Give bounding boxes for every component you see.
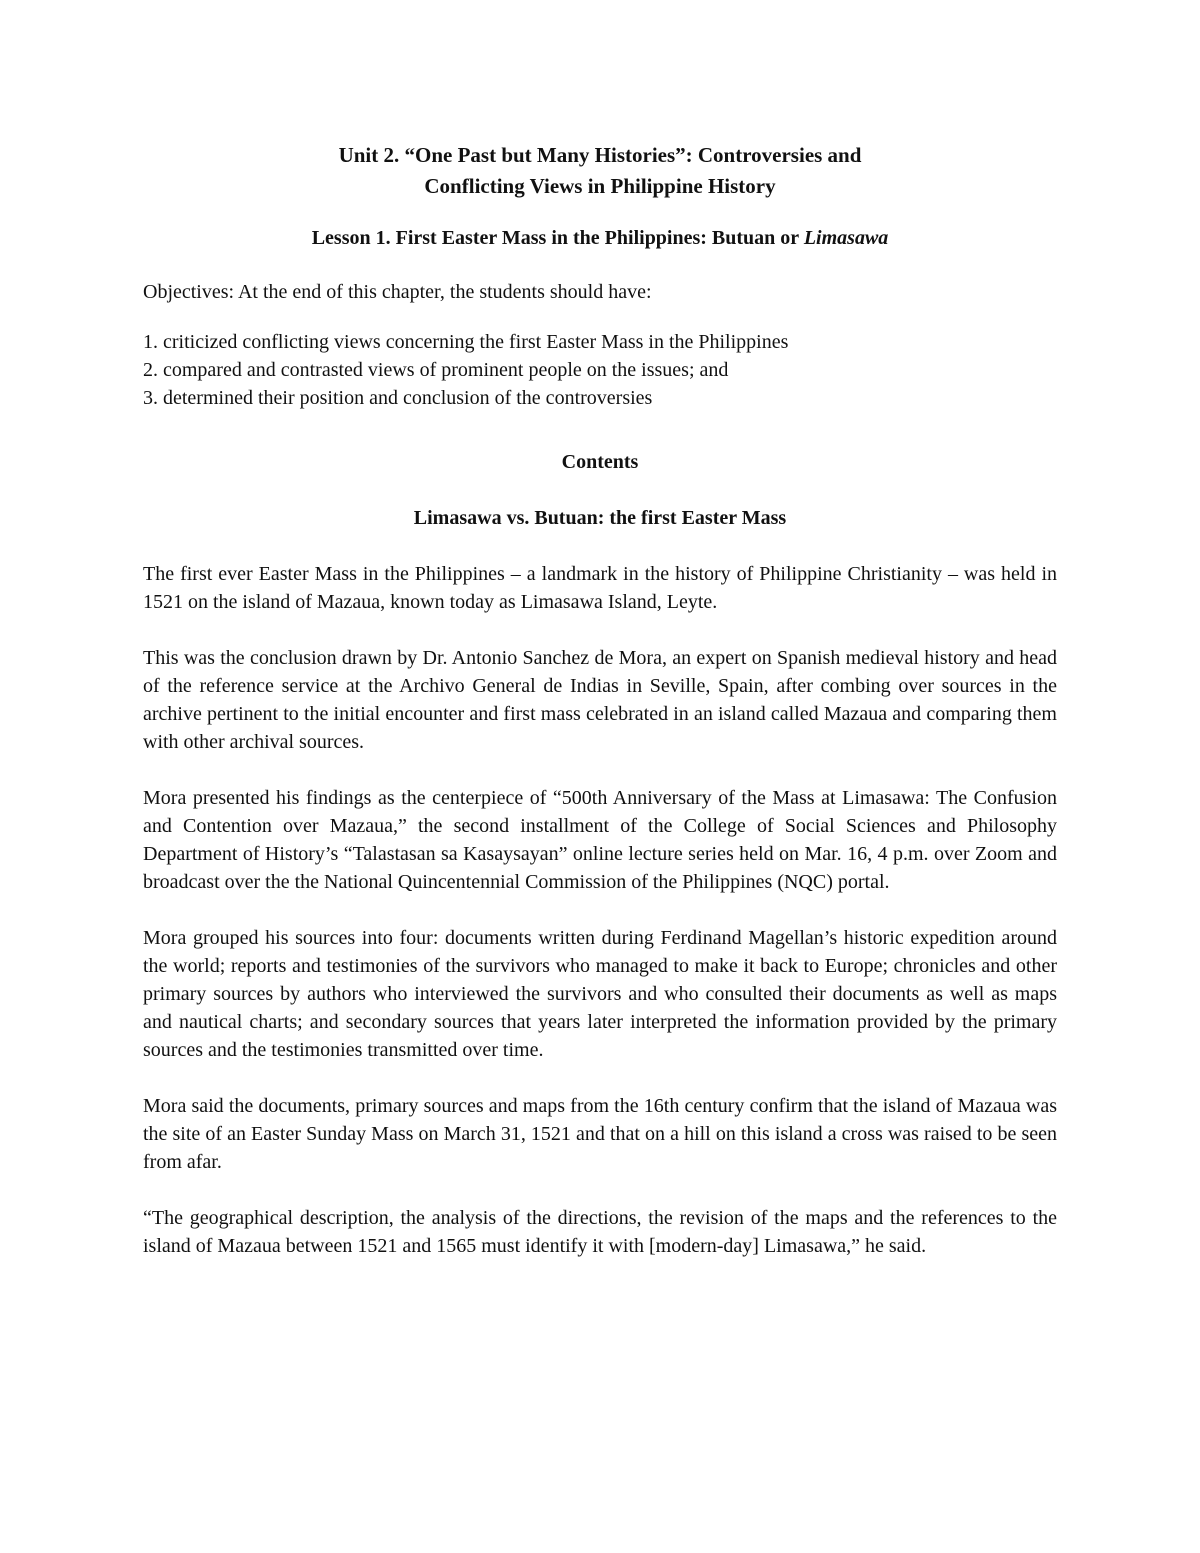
objectives-intro: Objectives: At the end of this chapter, the students should have: <box>143 281 652 303</box>
lesson-title-text: Lesson 1. First Easter Mass in the Philippines: Butuan or <box>311 227 804 249</box>
unit-title <box>143 140 1057 202</box>
objective-item: 2. compared and contrasted views of prominent people on the issues; and <box>143 359 729 381</box>
body-paragraph: Mora grouped his sources into four: documents written during Ferdinand Magellan’s historic expedition around the world; reports and testimonies of the survivors who managed to make it back to Europe; chronicles and other primary sources by authors who interviewed the survivors and who consulted their documents as well as maps and nautical charts; and secondary sources that years later interpreted the information provided by the primary sources and the testimonies transmitted over time. <box>143 927 1057 1061</box>
body-paragraph: Mora said the documents, primary sources and maps from the 16th century confirm that the island of Mazaua was the site of an Easter Sunday Mass on March 31, 1521 and that on a hill on this island a cross was raised to be seen from afar. <box>143 1095 1057 1173</box>
objective-item: 3. determined their position and conclusion of the controversies <box>143 387 653 409</box>
lesson-title <box>143 224 1057 252</box>
objectives-list <box>143 328 1057 412</box>
body-paragraph: The first ever Easter Mass in the Philippines – a landmark in the history of Philippine Christianity – was held in 1521 on the island of Mazaua, known today as Limasawa Island, Leyte. <box>143 563 1057 613</box>
lesson-title-italic: Limasawa <box>803 227 889 249</box>
section-heading: Limasawa vs. Butuan: the first Easter Mass <box>413 507 787 529</box>
contents-heading: Contents <box>561 451 639 473</box>
unit-title-line-2: Conflicting Views in Philippine History <box>424 174 776 198</box>
body-paragraph: Mora presented his findings as the centerpiece of “500th Anniversary of the Mass at Limasawa: The Confusion and Contention over Mazaua,” the second installment of the College of Social Sciences and Philosophy Department of History’s “Talastasan sa Kasaysayan” online lecture series held on Mar. 16, 4 p.m. over Zoom and broadcast over the the National Quincentennial Commission of the Philippines (NQC) portal. <box>143 787 1057 893</box>
document-body <box>143 140 1057 1260</box>
body-paragraph: This was the conclusion drawn by Dr. Antonio Sanchez de Mora, an expert on Spanish medieval history and head of the reference service at the Archivo General de Indias in Seville, Spain, after combing over sources in the archive pertinent to the initial encounter and first mass celebrated in an island called Mazaua and comparing them with other archival sources. <box>143 647 1057 753</box>
body-paragraph: “The geographical description, the analysis of the directions, the revision of the maps and the references to the island of Mazaua between 1521 and 1565 must identify it with [modern-day] Limasawa,” he said. <box>143 1207 1057 1257</box>
objective-item: 1. criticized conflicting views concerning the first Easter Mass in the Philippines <box>143 331 789 353</box>
unit-title-line-1: Unit 2. “One Past but Many Histories”: Controversies and <box>338 143 862 167</box>
